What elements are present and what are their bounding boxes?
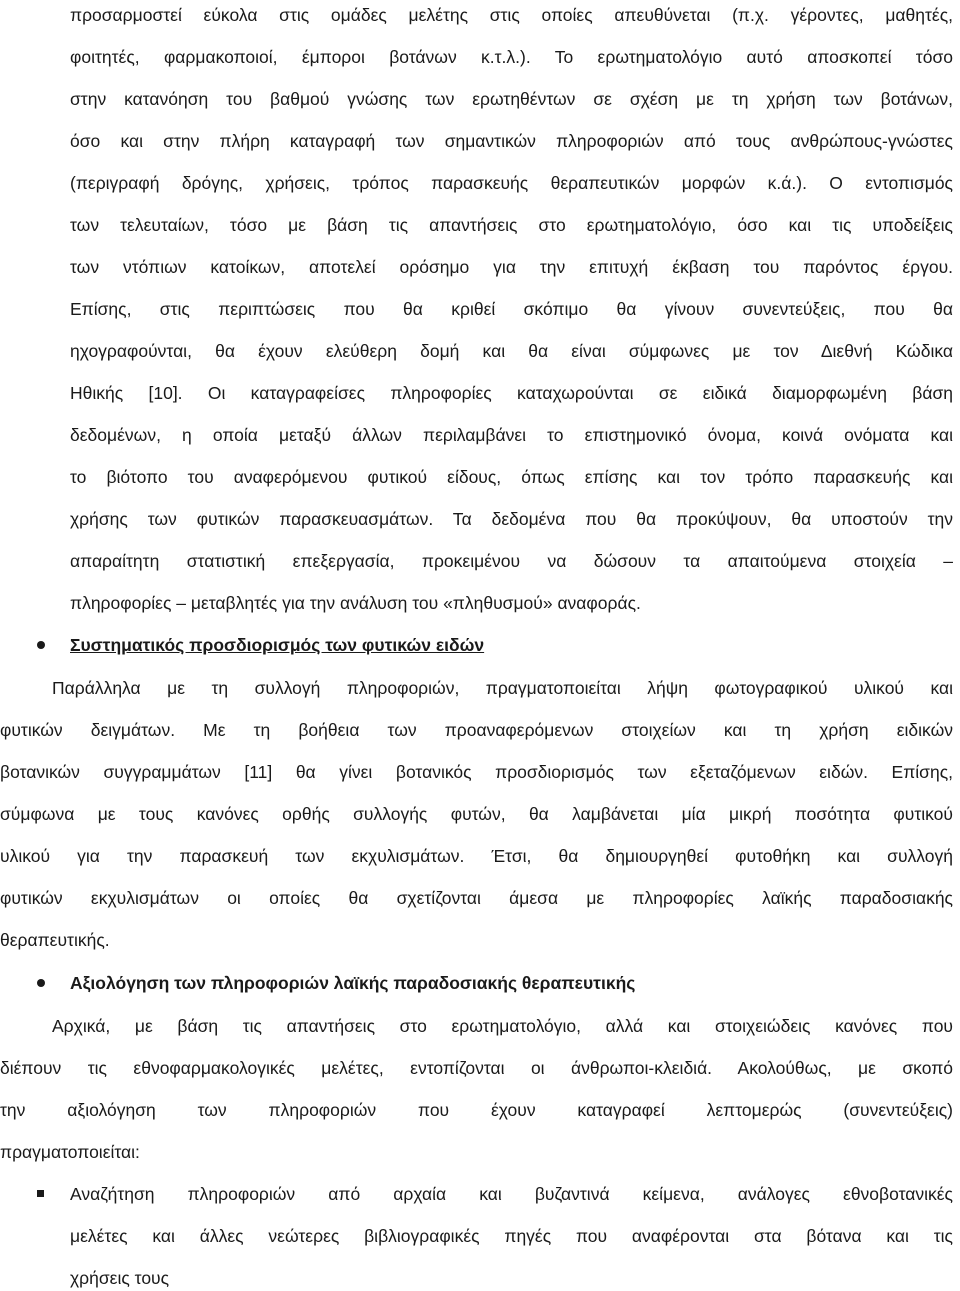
text-line: φοιτητές, φαρμακοποιοί, έμποροι βοτάνων κ.τ.λ.). Το ερωτηματολόγιο αυτό αποσκοπεί τόσο [70, 47, 953, 67]
text-line: (περιγραφή δρόγης, χρήσεις, τρόπος παρασκευής θεραπευτικών μορφών κ.ά.). Ο εντοπισμός [70, 173, 953, 193]
text-line: Επίσης, στις περιπτώσεις που θα κριθεί σκόπιμο θα γίνουν συνεντεύξεις, που θα [70, 299, 953, 319]
text-line: μελέτες και άλλες νεώτερες βιβλιογραφικές πηγές που αναφέρονται στα βότανα και τις [70, 1226, 953, 1246]
text-line: πραγματοποιείται: [0, 1142, 140, 1162]
text-line: φυτικών εκχυλισμάτων οι οποίες θα σχετίζονται άμεσα με πληροφορίες λαϊκής παραδοσιακής [0, 888, 953, 908]
text-line: Παράλληλα με τη συλλογή πληροφοριών, πραγματοποιείται λήψη φωτογραφικού υλικού και [52, 678, 953, 698]
text-line: των ντόπιων κατοίκων, αποτελεί ορόσημο για την επιτυχή έκβαση του παρόντος έργου. [70, 257, 953, 277]
bullet-dot-icon [37, 979, 45, 987]
square-bullet-icon [37, 1190, 44, 1197]
section-heading-species: Συστηματικός προσδιορισμός των φυτικών ειδών [70, 635, 485, 655]
text-line: προσαρμοστεί εύκολα στις ομάδες μελέτης στις οποίες απευθύνεται (π.χ. γέροντες, μαθητές, [70, 5, 953, 25]
text-line: Ηθικής [10]. Οι καταγραφείσες πληροφορίες καταχωρούνται σε ειδικά διαμορφωμένη βάση [70, 383, 953, 403]
text-line: βοτανικών συγγραμμάτων [11] θα γίνει βοτανικός προσδιορισμός των εξεταζόμενων ειδών. Επίσης, [0, 762, 953, 782]
text-line: όσο και στην πλήρη καταγραφή των σημαντικών πληροφοριών από τους ανθρώπους-γνώστες [70, 131, 953, 151]
text-line: χρήσεις τους [70, 1268, 170, 1288]
text-line: των τελευταίων, τόσο με βάση τις απαντήσεις στο ερωτηματολόγιο, όσο και τις υποδείξεις [70, 215, 953, 235]
section-heading-evaluation: Αξιολόγηση των πληροφοριών λαϊκής παραδοσιακής θεραπευτικής [70, 973, 636, 993]
text-line: χρήσης των φυτικών παρασκευασμάτων. Τα δεδομένα που θα προκύψουν, θα υποστούν την [70, 509, 953, 529]
text-line: Αναζήτηση πληροφοριών από αρχαία και βυζαντινά κείμενα, ανάλογες εθνοβοτανικές [70, 1184, 953, 1204]
text-line: στην κατανόηση του βαθμού γνώσης των ερωτηθέντων σε σχέση με τη χρήση των βοτάνων, [70, 89, 953, 109]
text-line: Αρχικά, με βάση τις απαντήσεις στο ερωτηματολόγιο, αλλά και στοιχειώδεις κανόνες που [52, 1016, 953, 1036]
text-line: υλικού για την παρασκευή των εκχυλισμάτων. Έτσι, θα δημιουργηθεί φυτοθήκη και συλλογή [0, 846, 953, 866]
text-line: απαραίτητη στατιστική επεξεργασία, προκειμένου να δώσουν τα απαιτούμενα στοιχεία – [70, 551, 953, 571]
text-line: δεδομένων, η οποία μεταξύ άλλων περιλαμβάνει το επιστημονικό όνομα, κοινά ονόματα και [70, 425, 953, 445]
bullet-dot-icon [37, 641, 45, 649]
text-line: διέπουν τις εθνοφαρμακολογικές μελέτες, εντοπίζονται οι άνθρωποι-κλειδιά. Ακολούθως, με σκοπό [0, 1058, 953, 1078]
text-line: σύμφωνα με τους κανόνες ορθής συλλογής φυτών, θα λαμβάνεται μία μικρή ποσότητα φυτικού [0, 804, 953, 824]
text-line: την αξιολόγηση των πληροφοριών που έχουν καταγραφεί λεπτομερώς (συνεντεύξεις) [0, 1100, 953, 1120]
text-line: ηχογραφούνται, θα έχουν ελεύθερη δομή και θα είναι σύμφωνες με τον Διεθνή Κώδικα [70, 341, 953, 361]
text-line: θεραπευτικής. [0, 930, 110, 950]
text-line: πληροφορίες – μεταβλητές για την ανάλυση του «πληθυσμού» αναφοράς. [70, 593, 641, 613]
text-line: το βιότοπο του αναφερόμενου φυτικού είδους, όπως επίσης και τον τρόπο παρασκευής και [70, 467, 953, 487]
text-line: φυτικών δειγμάτων. Με τη βοήθεια των προαναφερόμενων στοιχείων και τη χρήση ειδικών [0, 720, 953, 740]
